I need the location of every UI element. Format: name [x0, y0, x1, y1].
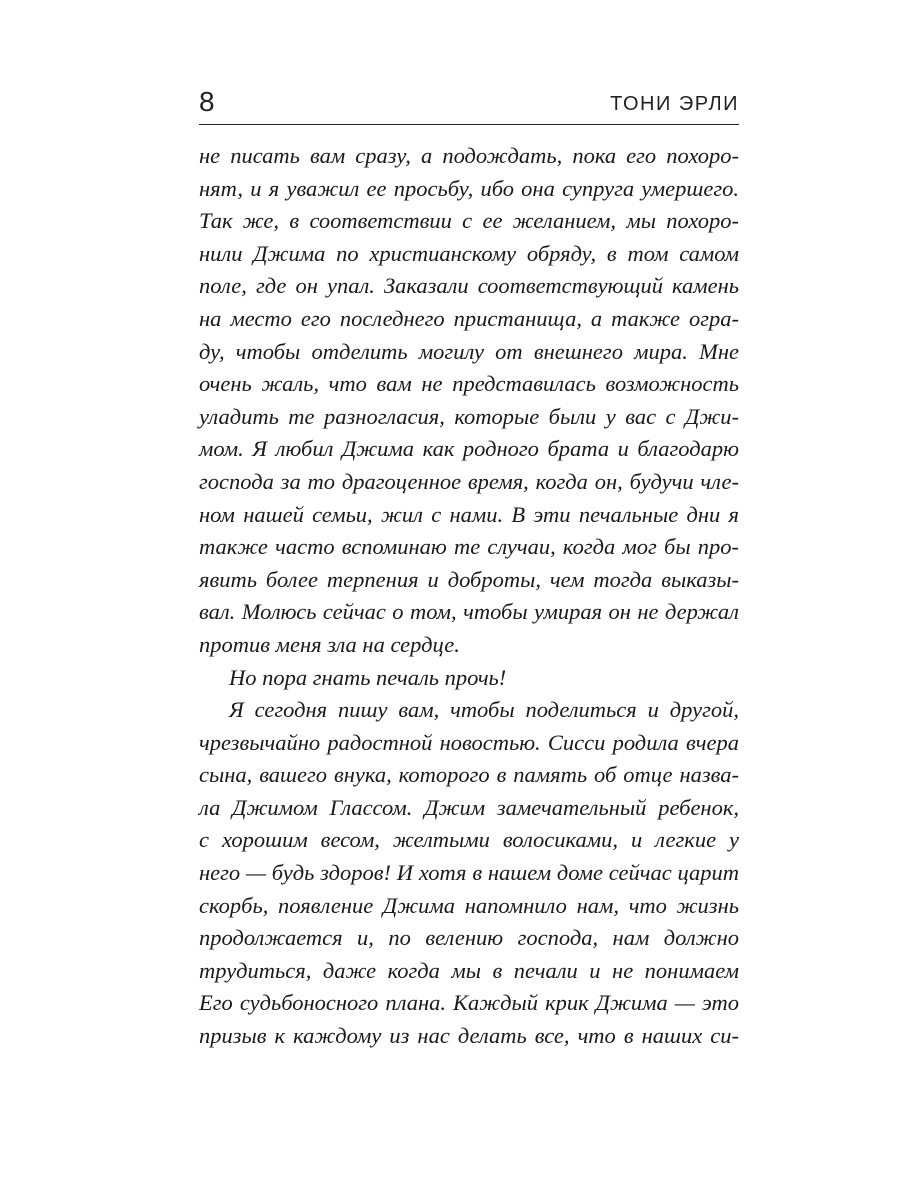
text-line: не писать вам сразу, а подождать, пока его похоро-: [199, 143, 739, 168]
text-line: явить более терпения и доброты, чем тогда выказы-: [199, 566, 739, 592]
text-line: нят, и я уважил ее просьбу, ибо она супруга умершего.: [199, 175, 739, 201]
text-line: против меня зла на сердце.: [199, 631, 460, 657]
text-line: также часто вспоминаю те случаи, когда мог бы про-: [199, 534, 739, 560]
text-line: вал. Молюсь сейчас о том, чтобы умирая он не держал: [199, 599, 739, 625]
text-line: трудиться, даже когда мы в печали и не понимаем: [199, 957, 739, 983]
text-line: ном нашей семьи, жил с нами. В эти печальные дни я: [199, 501, 739, 527]
text-line: нили Джима по христианскому обряду, в том самом: [199, 240, 739, 266]
text-line: мом. Я любил Джима как родного брата и благодарю: [199, 436, 739, 462]
book-author: ТОНИ ЭРЛИ: [610, 93, 739, 115]
text-line: уладить те разногласия, которые были у вас с Джи-: [199, 403, 739, 429]
text-line: продолжается и, по велению господа, нам должно: [199, 925, 739, 951]
body-text: [199, 140, 739, 1053]
text-line: очень жаль, что вам не представилась возможность: [199, 371, 739, 397]
text-line: ду, чтобы отделить могилу от внешнего мира. Мне: [199, 338, 739, 364]
text-line: него — будь здоров! И хотя в нашем доме сейчас царит: [199, 860, 739, 886]
page-number: 8: [199, 86, 215, 117]
text-line: Его судьбоносного плана. Каждый крик Джима — это: [199, 990, 739, 1016]
text-line: сына, вашего внука, которого в память об отце назва-: [199, 762, 739, 788]
paragraph-first-line: Я сегодня пишу вам, чтобы поделиться и другой,: [229, 697, 739, 723]
text-line: призыв к каждому из нас делать все, что в наших си-: [199, 1023, 739, 1049]
text-line: на место его последнего пристанища, а также огра-: [199, 305, 739, 331]
text-line: ла Джимом Глассом. Джим замечательный ребенок,: [199, 794, 739, 820]
text-line: господа за то драгоценное время, когда он, будучи чле-: [199, 468, 739, 494]
text-line: с хорошим весом, желтыми волосиками, и легкие у: [199, 827, 739, 853]
text-line: чрезвычайно радостной новостью. Сисси родила вчера: [199, 729, 739, 755]
text-line: Так же, в соответствии с ее желанием, мы похоро-: [199, 208, 739, 234]
paragraph-first-line: Но пора гнать печаль прочь!: [229, 664, 507, 690]
running-head: [199, 84, 739, 125]
text-line: скорбь, появление Джима напомнило нам, что жизнь: [199, 892, 739, 918]
text-line: поле, где он упал. Заказали соответствующий камень: [199, 273, 739, 299]
